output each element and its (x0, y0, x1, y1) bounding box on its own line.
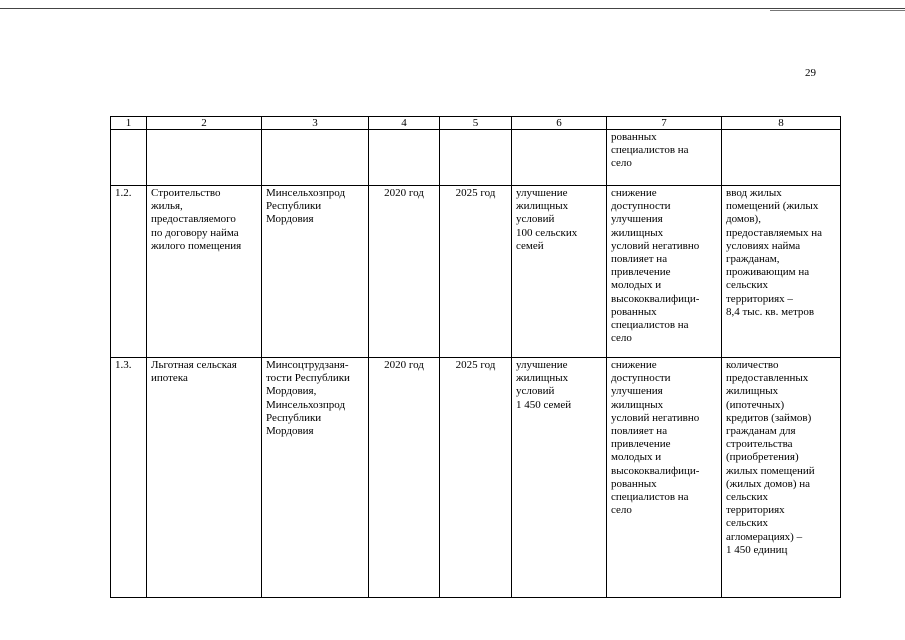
cell-start-year: 2020 год (369, 358, 440, 598)
table-row (111, 186, 841, 358)
cell-line: количество (726, 359, 779, 371)
cell-line: улучшения (611, 385, 663, 398)
cell-line: кредитов (займов) (726, 411, 812, 424)
cell-start-year (369, 130, 440, 186)
cell-executor (262, 130, 369, 186)
cell-line: жилого помещения (151, 239, 242, 252)
header-cell: 5 (440, 117, 512, 130)
cell-line: специалистов на (611, 319, 689, 332)
cell-line: агломерациях) – (726, 530, 803, 543)
cell-line: жилья, (151, 200, 183, 213)
header-cell: 6 (512, 117, 607, 130)
cell-line: Строительство (151, 187, 221, 199)
cell-measure-name (147, 130, 262, 186)
header-cell: 7 (607, 117, 722, 130)
cell-line: тости Республики (266, 372, 350, 385)
cell-number (111, 130, 147, 186)
cell-line: улучшения (611, 213, 663, 226)
cell-line: специалистов на (611, 144, 689, 157)
cell-line: 100 сельских (516, 226, 578, 239)
cell-line: повлияет на (611, 425, 668, 438)
cell-line: условий негативно (611, 239, 700, 252)
cell-line: рованных (611, 305, 657, 318)
cell-expected-result (512, 358, 607, 598)
cell-line: рованных (611, 131, 657, 143)
cell-line: (ипотечных) (726, 398, 785, 411)
cell-line: гражданам, (726, 253, 780, 266)
cell-consequence (607, 130, 722, 186)
cell-line: Республики (266, 411, 322, 424)
header-cell: 1 (111, 117, 147, 130)
cell-line: предоставленных (726, 372, 809, 385)
cell-line: высококвалифици- (611, 464, 700, 477)
header-cell: 3 (262, 117, 369, 130)
cell-line: улучшение (516, 359, 568, 371)
cell-line: гражданам для (726, 425, 796, 438)
cell-line: село (611, 332, 632, 345)
cell-number: 1.2. (111, 186, 147, 358)
cell-line: строительства (726, 438, 793, 451)
header-cell: 4 (369, 117, 440, 130)
cell-line: молодых и (611, 279, 662, 292)
cell-line: снижение (611, 187, 657, 199)
cell-line: помещений (жилых (726, 200, 819, 213)
cell-indicator (722, 186, 841, 358)
cell-line: улучшение (516, 187, 568, 199)
cell-start-year: 2020 год (369, 186, 440, 358)
cell-end-year: 2025 год (440, 358, 512, 598)
cell-line: доступности (611, 200, 671, 213)
cell-line: жилищных (726, 385, 779, 398)
cell-line: село (611, 504, 632, 517)
cell-indicator (722, 130, 841, 186)
cell-line: привлечение (611, 438, 671, 451)
cell-line: Льготная сельская (151, 359, 237, 371)
cell-line: жилых помещений (726, 464, 815, 477)
cell-line: (жилых домов) на (726, 477, 811, 490)
cell-consequence (607, 186, 722, 358)
cell-measure-name (147, 358, 262, 598)
cell-line: специалистов на (611, 491, 689, 504)
page-number: 29 (805, 67, 816, 79)
table-row (111, 358, 841, 598)
top-rule (0, 8, 905, 9)
cell-end-year (440, 130, 512, 186)
cell-line: Минсельхозпрод (266, 398, 346, 411)
cell-line: территориях (726, 504, 785, 517)
cell-line: Мордовия, (266, 385, 317, 398)
cell-line: жилищных (516, 372, 569, 385)
cell-executor (262, 186, 369, 358)
cell-line: ипотека (151, 372, 188, 385)
cell-line: рованных (611, 477, 657, 490)
cell-line: 8,4 тыс. кв. метров (726, 305, 815, 318)
cell-line: повлияет на (611, 253, 668, 266)
cell-line: по договору найма (151, 226, 239, 239)
header-row (111, 117, 841, 130)
cell-line: жилищных (611, 226, 664, 239)
cell-line: Мордовия (266, 213, 314, 226)
cell-line: сельских (726, 517, 769, 530)
measures-table (110, 116, 841, 598)
cell-line: условиях найма (726, 239, 801, 252)
cell-line: проживающим на (726, 266, 810, 279)
cell-line: село (611, 157, 632, 170)
cell-line: 1 450 семей (516, 398, 572, 411)
cell-line: привлечение (611, 266, 671, 279)
cell-line: Минсельхозпрод (266, 187, 346, 199)
cell-line: 1 450 единиц (726, 543, 788, 556)
cell-expected-result (512, 130, 607, 186)
cell-line: жилищных (611, 398, 664, 411)
header-cell: 2 (147, 117, 262, 130)
cell-line: сельских (726, 279, 769, 292)
cell-line: Республики (266, 200, 322, 213)
cell-line: Минсоцтрудзаня- (266, 359, 349, 371)
cell-line: (приобретения) (726, 451, 799, 464)
cell-line: жилищных (516, 200, 569, 213)
cell-line: условий (516, 213, 555, 226)
cell-line: ввод жилых (726, 187, 782, 199)
cell-line: предоставляемых на (726, 226, 823, 239)
table-row (111, 130, 841, 186)
cell-line: снижение (611, 359, 657, 371)
cell-expected-result (512, 186, 607, 358)
cell-line: предоставляемого (151, 213, 236, 226)
cell-line: доступности (611, 372, 671, 385)
cell-number: 1.3. (111, 358, 147, 598)
cell-line: Мордовия (266, 425, 314, 438)
cell-line: условий негативно (611, 411, 700, 424)
cell-line: молодых и (611, 451, 662, 464)
cell-executor (262, 358, 369, 598)
cell-line: высококвалифици- (611, 292, 700, 305)
cell-line: территориях – (726, 292, 793, 305)
top-rule-secondary (770, 10, 905, 11)
cell-line: условий (516, 385, 555, 398)
cell-end-year: 2025 год (440, 186, 512, 358)
cell-indicator (722, 358, 841, 598)
cell-line: семей (516, 239, 544, 252)
cell-consequence (607, 358, 722, 598)
cell-measure-name (147, 186, 262, 358)
cell-line: сельских (726, 491, 769, 504)
cell-line: домов), (726, 213, 761, 226)
header-cell: 8 (722, 117, 841, 130)
